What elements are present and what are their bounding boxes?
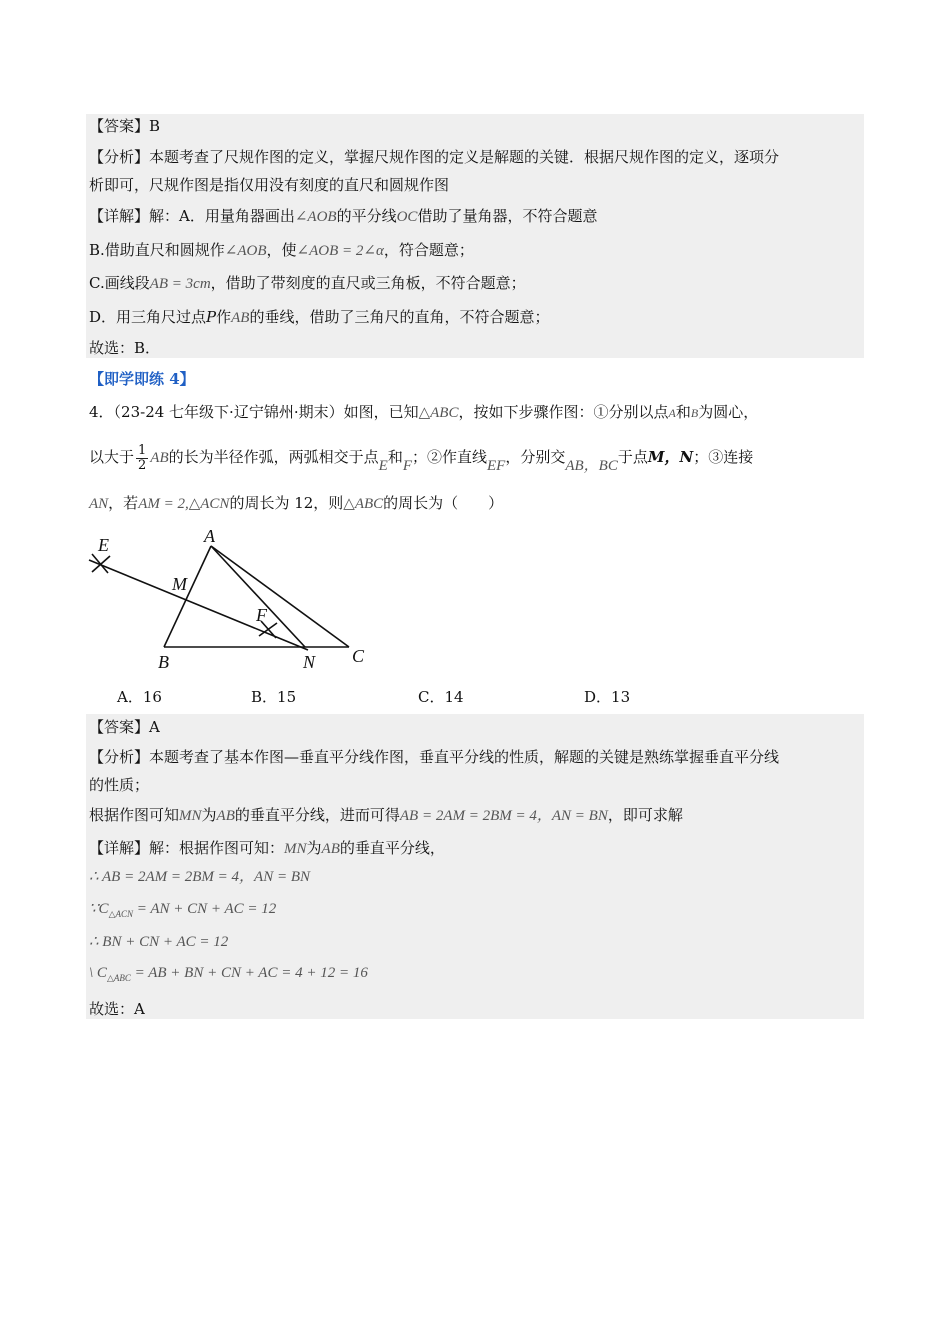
question-text: ，若 — [108, 494, 139, 512]
detail-text: 为 — [306, 839, 322, 857]
question-text: 于点 — [617, 448, 648, 466]
math-expr: AB — [216, 808, 235, 824]
question-text: 的周长为（ ） — [383, 494, 504, 512]
detail-text: ，借助了带刻度的直尺或三角板，不符合题意； — [210, 274, 526, 292]
math-expr: MN — [284, 841, 307, 857]
label-n: N — [303, 652, 316, 672]
side-ac — [211, 546, 349, 647]
math-expr: AB，BC — [565, 458, 618, 474]
question-text: 以大于 — [89, 448, 135, 466]
detail2-line-1 — [89, 837, 445, 860]
conclusion-text: 故选：B． — [89, 339, 161, 357]
step-2-sub: △ACN — [108, 909, 133, 919]
math-expr: △ABC — [418, 405, 459, 421]
option-a: A．16 — [117, 688, 162, 706]
question-text: ；②作直线 — [412, 448, 488, 466]
detail-text: ，使 — [266, 241, 297, 259]
option-d: D．13 — [584, 688, 631, 706]
option-b: B．15 — [251, 688, 297, 706]
detail-text: 作 — [216, 308, 232, 326]
detail-text: 【详解】解：根据作图可知： — [89, 839, 285, 857]
analysis-text: 的垂直平分线，进而可得 — [234, 806, 400, 824]
question-line-2 — [89, 440, 753, 483]
answer-line-2 — [89, 716, 160, 738]
question-text: 的周长为 12，则 — [229, 494, 344, 512]
math-expr: △ABC — [343, 496, 384, 512]
question-line-1 — [89, 401, 758, 424]
detail-line-a — [89, 205, 597, 228]
math-expr: OC — [396, 209, 418, 225]
detail-text: D．用三角尺过点 — [89, 308, 207, 326]
detail-text: 的垂直平分线， — [339, 839, 445, 857]
detail-text: B.借助直尺和圆规作 — [89, 241, 225, 259]
analysis-text-cont: 析即可，尺规作图是指仅用没有刻度的直尺和圆规作图 — [89, 176, 450, 194]
math-expr: MN — [179, 808, 202, 824]
question-text: ，分别交 — [505, 448, 566, 466]
answer-text: 【答案】A — [89, 718, 160, 736]
detail-text: 借助了量角器，不符合题意 — [417, 207, 598, 225]
math-expr: ∠AOB — [224, 243, 267, 259]
answer-line-1 — [89, 115, 160, 137]
conclusion-line-2 — [89, 998, 145, 1020]
question-text: 的长为半径作弧，两弧相交于点 — [168, 448, 379, 466]
detail-text: ，符合题意； — [383, 241, 474, 259]
step-3: ∴ BN + CN + AC = 12 — [89, 934, 229, 950]
step-1: ∴ AB = 2AM = 2BM = 4，AN = BN — [89, 869, 310, 885]
detail-text: 的平分线 — [336, 207, 397, 225]
fraction-numerator: 1 — [138, 442, 147, 458]
analysis-text-cont: 的性质； — [89, 776, 150, 794]
label-b: B — [158, 652, 169, 672]
detail-line-d — [89, 306, 549, 329]
step-4-post: = AB + BN + CN + AC = 4 + 12 = 16 — [130, 965, 368, 981]
analysis-text: 为 — [201, 806, 217, 824]
math-expr: AN — [89, 496, 109, 512]
math-expr: AB — [321, 841, 340, 857]
point-label: P — [206, 308, 217, 326]
point-labels: M，N — [647, 448, 694, 466]
analysis2-line-2 — [89, 774, 149, 796]
math-expr: AB — [150, 450, 169, 466]
question-text: 4．（23-24 七年级下·辽宁锦州·期末）如图，已知 — [89, 403, 419, 421]
step-4 — [89, 962, 368, 989]
segment-an — [211, 546, 305, 647]
label-m: M — [172, 574, 187, 594]
conclusion-line-1 — [89, 337, 160, 359]
math-expr: AB = 3cm — [149, 276, 211, 292]
analysis-text: 【分析】本题考查了尺规作图的定义，掌握尺规作图的定义是解题的关键．根据尺规作图的定义，逐项分 — [89, 148, 780, 166]
question-line-3 — [89, 492, 503, 515]
question-text: 和 — [675, 403, 691, 421]
detail-line-b — [89, 239, 474, 262]
fraction-half — [136, 444, 148, 473]
math-expr: AM = 2,△ACN — [138, 496, 230, 512]
math-expr: E — [378, 458, 388, 474]
detail-text: 的垂线，借助了三角尺的直角，不符合题意； — [249, 308, 550, 326]
analysis-text: 根据作图可知 — [89, 806, 180, 824]
label-f: F — [256, 605, 267, 625]
math-expr: EF — [487, 458, 506, 474]
step-4-sub: △ABC — [106, 973, 131, 983]
math-expr: ∠AOB — [294, 209, 337, 225]
question-text: 和 — [387, 448, 403, 466]
analysis2-line-3 — [89, 804, 683, 827]
detail-text: C.画线段 — [89, 274, 150, 292]
option-c: C．14 — [418, 688, 464, 706]
math-expr: F — [402, 458, 412, 474]
analysis-text: ，即可求解 — [607, 806, 683, 824]
geometry-figure — [84, 526, 374, 676]
math-expr: AB — [231, 310, 250, 326]
fraction-denominator: 2 — [138, 457, 147, 473]
detail-line-c — [89, 272, 526, 295]
math-expr: AB = 2AM = 2BM = 4，AN = BN — [399, 808, 608, 824]
side-ab — [164, 546, 211, 647]
step-2-pre: ∵C — [89, 901, 109, 917]
step-2 — [89, 898, 276, 925]
label-a: A — [204, 526, 215, 546]
analysis-line-1 — [89, 146, 779, 168]
math-expr: ∠AOB = 2∠α — [296, 243, 384, 259]
section-title: 【即学即练 4】 — [89, 370, 195, 388]
label-e: E — [98, 535, 109, 555]
analysis-text: 【分析】本题考查了基本作图—垂直平分线作图，垂直平分线的性质，解题的关键是熟练掌握垂直平分线 — [89, 748, 780, 766]
conclusion-text: 故选：A — [89, 1000, 145, 1018]
question-text: ，按如下步骤作图：①分别以点 — [458, 403, 669, 421]
analysis-line-2 — [89, 174, 449, 196]
step-2-post: = AN + CN + AC = 12 — [133, 901, 277, 917]
step-4-pre: \ C — [89, 965, 107, 981]
answer-text: 【答案】B — [89, 117, 161, 135]
math-expr: B — [690, 406, 699, 420]
question-text: ；③连接 — [693, 448, 754, 466]
math-expr: A — [668, 406, 676, 420]
detail-text: 【详解】解：A．用量角器画出 — [89, 207, 295, 225]
label-c: C — [352, 646, 365, 666]
analysis2-line-1 — [89, 746, 779, 768]
question-text: 为圆心， — [698, 403, 759, 421]
